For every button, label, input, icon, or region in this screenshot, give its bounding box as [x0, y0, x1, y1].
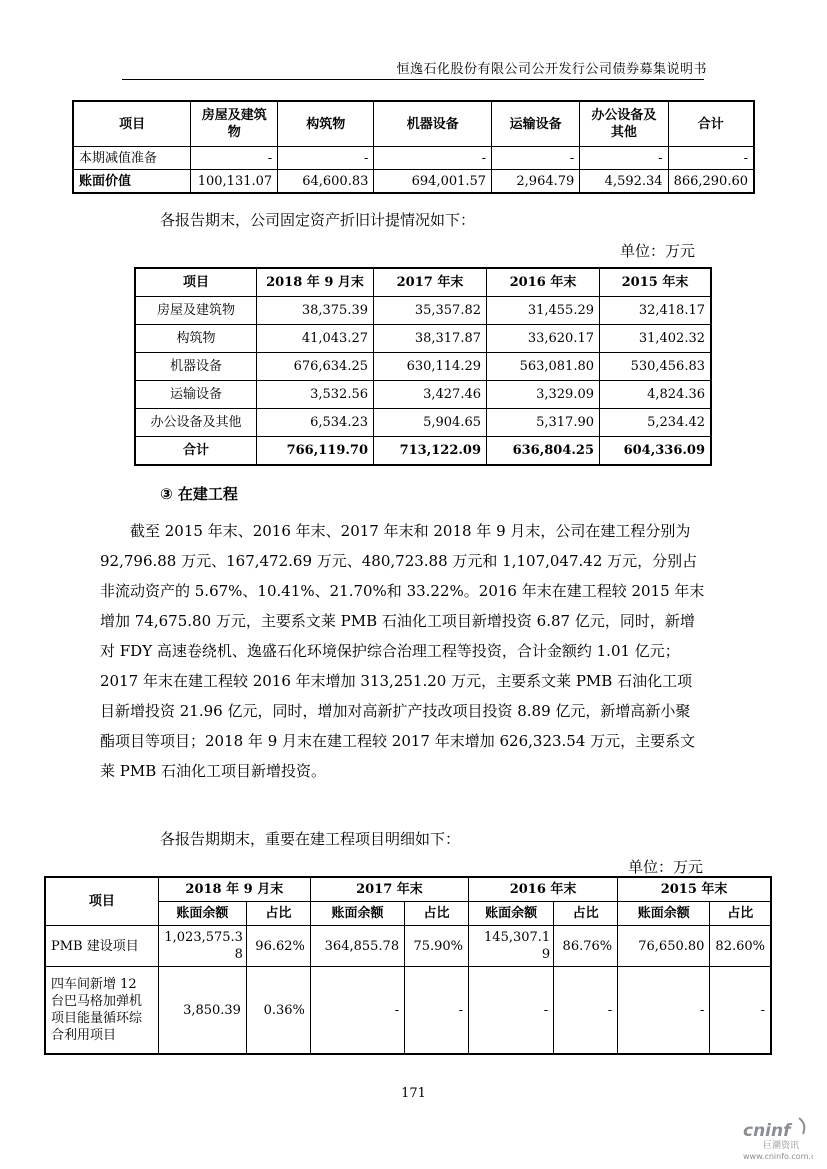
- cell: -: [405, 967, 469, 1055]
- total-row: [135, 437, 711, 466]
- cell: 604,336.09: [600, 437, 712, 466]
- page-number: 171: [401, 1086, 426, 1101]
- col-header: 项目: [45, 877, 158, 926]
- cell: -: [278, 147, 374, 170]
- table-row: [135, 353, 711, 381]
- col-header: 办公设备及其他: [580, 101, 668, 147]
- cell: 32,418.17: [600, 297, 712, 325]
- period-header: 2018 年 9 月末: [158, 877, 310, 902]
- cell-wrap: 8: [234, 947, 243, 962]
- cell: 3,329.09: [487, 381, 600, 409]
- cell: 0.36%: [246, 967, 310, 1055]
- table-row: [135, 297, 711, 325]
- fixed-assets-table: [72, 100, 755, 194]
- cell: 866,290.60: [668, 170, 754, 194]
- cell: -: [374, 147, 492, 170]
- row-label: 四车间新增 12 台巴马格加弹机项目能量循环综合利用项目: [45, 967, 158, 1055]
- cninfo-logo-mark: [743, 1114, 813, 1162]
- cell: 5,904.65: [374, 409, 487, 437]
- sub-header: 占比: [246, 902, 310, 926]
- cell: -: [580, 147, 668, 170]
- cell: -: [469, 967, 554, 1055]
- sub-header: 占比: [554, 902, 618, 926]
- logo-url-text: www.cninfo.com.cn: [743, 1152, 813, 1161]
- cell: 676,634.25: [257, 353, 374, 381]
- cell-wrap: 9: [541, 947, 551, 962]
- row-label: 本期减值准备: [73, 147, 191, 170]
- cell: 636,804.25: [487, 437, 600, 466]
- cell: 5,234.42: [600, 409, 712, 437]
- sub-header: 账面余额: [158, 902, 246, 926]
- logo-swoosh: [799, 1118, 804, 1134]
- cell: 364,855.78: [310, 926, 404, 967]
- cell: -: [668, 147, 754, 170]
- col-header: 2018 年 9 月末: [257, 268, 374, 297]
- row-label: 办公设备及其他: [135, 409, 257, 437]
- cell: 6,534.23: [257, 409, 374, 437]
- cell: 713,122.09: [374, 437, 487, 466]
- cell: 35,357.82: [374, 297, 487, 325]
- table-row: [135, 409, 711, 437]
- period-header: 2015 年末: [618, 877, 771, 902]
- cell: 41,043.27: [257, 325, 374, 353]
- cell: 2,964.79: [492, 170, 580, 194]
- row-label: 运输设备: [135, 381, 257, 409]
- col-header: 2015 年末: [600, 268, 712, 297]
- table-row: [135, 381, 711, 409]
- row-label: 账面价值: [73, 170, 191, 194]
- cell: -: [554, 967, 618, 1055]
- cell: 1,023,575.3: [164, 930, 243, 945]
- period-header: 2017 年末: [310, 877, 468, 902]
- header-rule: [122, 79, 704, 80]
- cell: 82.60%: [710, 926, 771, 967]
- table-row: [45, 967, 771, 1055]
- intro-text: 各报告期期末，重要在建工程项目明细如下：: [160, 830, 461, 848]
- cell: 766,119.70: [257, 437, 374, 466]
- body-paragraph: 截至 2015 年末、2016 年末、2017 年末和 2018 年 9 月末，公司在建工程分别为 92,796.88 万元、167,472.69 万元、480,723.88 万元和 1,107,047.42 万元，分别占非流动资产的 5.67%、10.41%、21.70%和 33.22%。2016 年末在建工程较 2015 年末增加 74,675.80 万元，主要系文莱 PMB 石油化工项目新增投资 6.87 亿元，同时，新增对 FDY 高速卷绕机、逸盛石化环境保护综合治理工程等投资，合计金额约 1.01 亿元；2017 年末在建工程较 2016 年末增加 313,251.20 万元，主要系文莱 PMB 石油化工项目新增投资 21.96 亿元，同时，增加对高新扩产技改项目投资 8.89 亿元，新增高新小聚酯项目等项目；2018 年 9 月末在建工程较 2017 年末增加 626,323.54 万元，主要系文莱 PMB 石油化工项目新增投资。: [100, 522, 705, 780]
- cell: 563,081.80: [487, 353, 600, 381]
- document-header: 恒逸石化股份有限公司公开发行公司债券募集说明书: [396, 62, 707, 77]
- row-label: 房屋及建筑物: [135, 297, 257, 325]
- section-title: ③ 在建工程: [160, 485, 238, 503]
- row-label: PMB 建设项目: [45, 926, 158, 967]
- period-header: 2016 年末: [469, 877, 618, 902]
- cell: -: [492, 147, 580, 170]
- unit-label: 单位：万元: [620, 242, 696, 260]
- cell: -: [191, 147, 278, 170]
- col-header: 运输设备: [492, 101, 580, 147]
- cell: 31,402.32: [600, 325, 712, 353]
- cell: 100,131.07: [191, 170, 278, 194]
- sub-header: 账面余额: [310, 902, 404, 926]
- construction-projects-table: [44, 876, 772, 1055]
- row-label: 合计: [135, 437, 257, 466]
- cell: 86.76%: [554, 926, 618, 967]
- cell: 76,650.80: [618, 926, 710, 967]
- cell: 4,592.34: [580, 170, 668, 194]
- cell: 4,824.36: [600, 381, 712, 409]
- col-header: 机器设备: [374, 101, 492, 147]
- cell: 38,375.39: [257, 297, 374, 325]
- cell: 145,307.1: [484, 930, 551, 945]
- cell: 694,001.57: [374, 170, 492, 194]
- col-header: 项目: [135, 268, 257, 297]
- cell: 5,317.90: [487, 409, 600, 437]
- sub-header: 账面余额: [618, 902, 710, 926]
- table-row: [45, 926, 771, 967]
- logo-wordmark: cninf: [743, 1121, 791, 1141]
- cell: 3,532.56: [257, 381, 374, 409]
- cell: 64,600.83: [278, 170, 374, 194]
- col-header: 2017 年末: [374, 268, 487, 297]
- logo-cn-text: 巨潮资讯: [763, 1141, 800, 1151]
- cell: 3,850.39: [158, 967, 246, 1055]
- sub-header: 账面余额: [469, 902, 554, 926]
- cell: -: [618, 967, 710, 1055]
- sub-header: 占比: [710, 902, 771, 926]
- cell: 38,317.87: [374, 325, 487, 353]
- cell: 33,620.17: [487, 325, 600, 353]
- cell: -: [710, 967, 771, 1055]
- intro-text: 各报告期末，公司固定资产折旧计提情况如下：: [160, 211, 476, 229]
- col-header: 构筑物: [278, 101, 374, 147]
- table-row: [73, 170, 754, 194]
- sub-header: 占比: [405, 902, 469, 926]
- col-header: 房屋及建筑物: [191, 101, 278, 147]
- row-label: 机器设备: [135, 353, 257, 381]
- cell: -: [310, 967, 404, 1055]
- cninfo-logo: [743, 1114, 813, 1162]
- cell: 530,456.83: [600, 353, 712, 381]
- cell: 3,427.46: [374, 381, 487, 409]
- table-row: [73, 147, 754, 170]
- row-label: 构筑物: [135, 325, 257, 353]
- cell: 96.62%: [246, 926, 310, 967]
- cell: 630,114.29: [374, 353, 487, 381]
- unit-label: 单位：万元: [628, 858, 704, 876]
- table-row: [135, 325, 711, 353]
- cell: 75.90%: [405, 926, 469, 967]
- col-header: 合计: [668, 101, 754, 147]
- col-header: 2016 年末: [487, 268, 600, 297]
- cell: 31,455.29: [487, 297, 600, 325]
- depreciation-table: [134, 267, 712, 466]
- col-header: 项目: [73, 101, 191, 147]
